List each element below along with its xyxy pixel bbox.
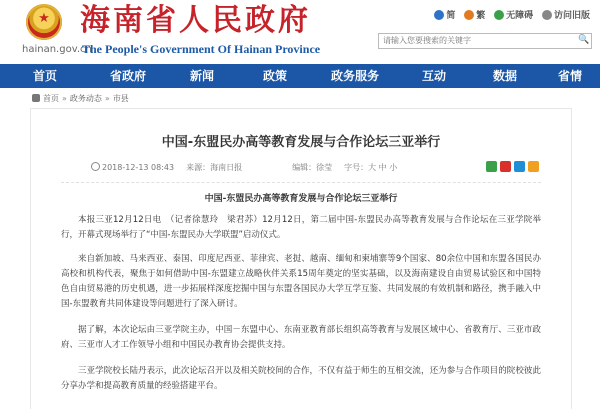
- nav-government[interactable]: 省政府: [109, 69, 146, 83]
- article-paragraph: 据了解，本次论坛由三亚学院主办，中国－东盟中心、东南亚教育部长组织高等教育与发展区域中心、省教育厅、三亚市政府、三亚市人才工作领导小组和中国民办教育协会提供支持。: [61, 325, 541, 350]
- nav-policy[interactable]: 政策: [262, 69, 287, 83]
- breadcrumb-county[interactable]: 市县: [112, 94, 129, 103]
- site-subtitle-en: The People's Government Of Hainan Province: [82, 42, 321, 56]
- article-subtitle: 中国-东盟民办高等教育发展与合作论坛三亚举行: [204, 194, 398, 204]
- article-meta: [91, 162, 397, 173]
- top-links: [428, 8, 590, 21]
- more-share-icon[interactable]: [528, 161, 539, 172]
- article-paragraph: 三亚学院校长陆丹表示，此次论坛召开以及相关院校间的合作，不仅有益于师生的互相交流，还为参与合作项目的院校彼此分享办学和提高教育质量的经验搭建平台。: [61, 366, 541, 391]
- article-title: 中国-东盟民办高等教育发展与合作论坛三亚举行: [161, 135, 441, 150]
- breadcrumb-separator: »: [104, 94, 110, 103]
- site-title[interactable]: 海南省人民政府: [80, 3, 311, 38]
- site-header: [0, 0, 600, 64]
- article-editor: 编辑：徐莹: [292, 163, 333, 172]
- share-buttons: [483, 161, 539, 172]
- site-domain: hainan.gov.cn: [22, 44, 92, 55]
- old-version-link[interactable]: 访问旧版: [542, 11, 590, 21]
- article-paragraph: 来自新加坡、马来西亚、泰国、印度尼西亚、菲律宾、老挝、越南、缅甸和柬埔寨等9个国家、80余位中国和东盟各国民办高校和机构代表，聚焦于如何借助中国-东盟建立战略伙伴关系15周年奠定的坚实基础，以及海南建设自由贸易试验区和中国特色自由贸易港的历史机遇，进一步拓展样深度挖掘中国与东盟各国民办大学互学互鉴、共同发展的有效机制和路径，携手融入中国-东盟教育共同体建设等问题进行了深入研讨。: [61, 254, 541, 309]
- traditional-link[interactable]: 繁: [464, 11, 485, 21]
- qzone-share-icon[interactable]: [514, 161, 525, 172]
- nav-services[interactable]: 政务服务: [330, 69, 379, 83]
- divider: [61, 182, 541, 183]
- nav-interaction[interactable]: 互动: [421, 69, 446, 83]
- home-icon: [32, 94, 40, 102]
- search-input[interactable]: [378, 33, 592, 49]
- search-icon[interactable]: 🔍: [578, 35, 590, 45]
- language-icon: [464, 10, 474, 20]
- accessibility-link[interactable]: 无障碍: [494, 11, 533, 21]
- accessibility-icon: [494, 10, 504, 20]
- weibo-share-icon[interactable]: [500, 161, 511, 172]
- wechat-share-icon[interactable]: [486, 161, 497, 172]
- breadcrumb-home[interactable]: 首页: [43, 94, 59, 103]
- font-size-small[interactable]: 小: [389, 163, 398, 172]
- article-panel: [30, 108, 572, 409]
- font-size-large[interactable]: 大: [368, 163, 377, 172]
- breadcrumb-news[interactable]: 政务动态: [69, 94, 102, 103]
- font-size-medium[interactable]: 中: [378, 163, 387, 172]
- nav-province-info[interactable]: 省情: [557, 69, 582, 83]
- article-source: 来源：海南日报: [186, 163, 243, 172]
- language-icon: [434, 10, 444, 20]
- national-emblem-icon[interactable]: ★: [26, 4, 62, 40]
- nav-news[interactable]: 新闻: [189, 69, 214, 83]
- main-nav: [0, 64, 600, 88]
- clock-icon: [91, 162, 100, 171]
- breadcrumb: [32, 93, 129, 104]
- article-paragraph: 本报三亚12月12日电 （记者徐慧玲 梁君苏）12月12日，第二届中国-东盟民办高等教育发展与合作论坛在三亚学院举行，开幕式现场举行了“中国-东盟民办大学联盟”启动仪式。: [61, 215, 541, 240]
- breadcrumb-separator: »: [62, 94, 67, 103]
- publish-datetime: 2018-12-13 08:43: [102, 163, 175, 172]
- history-icon: [542, 10, 552, 20]
- font-size-label: 字号：: [344, 163, 369, 172]
- simplified-link[interactable]: 简: [434, 11, 455, 21]
- nav-home[interactable]: 首页: [32, 69, 57, 83]
- nav-data[interactable]: 数据: [492, 69, 517, 83]
